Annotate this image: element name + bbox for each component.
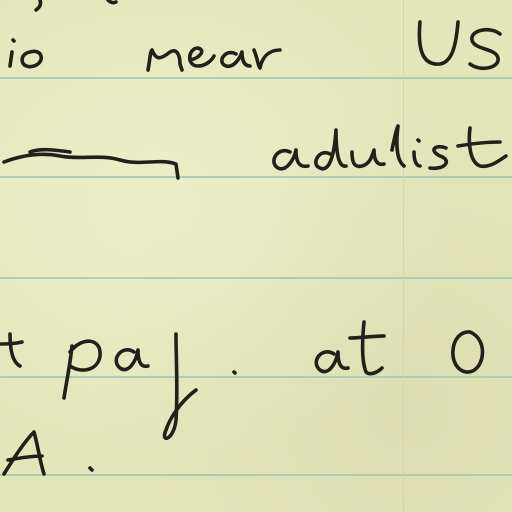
ink-fragment-top: [36, 0, 116, 10]
ink-line-1: [10, 22, 500, 70]
ink-line-2: [4, 126, 506, 178]
ink-line-3: [0, 322, 482, 438]
ink-line-4: [4, 432, 92, 474]
